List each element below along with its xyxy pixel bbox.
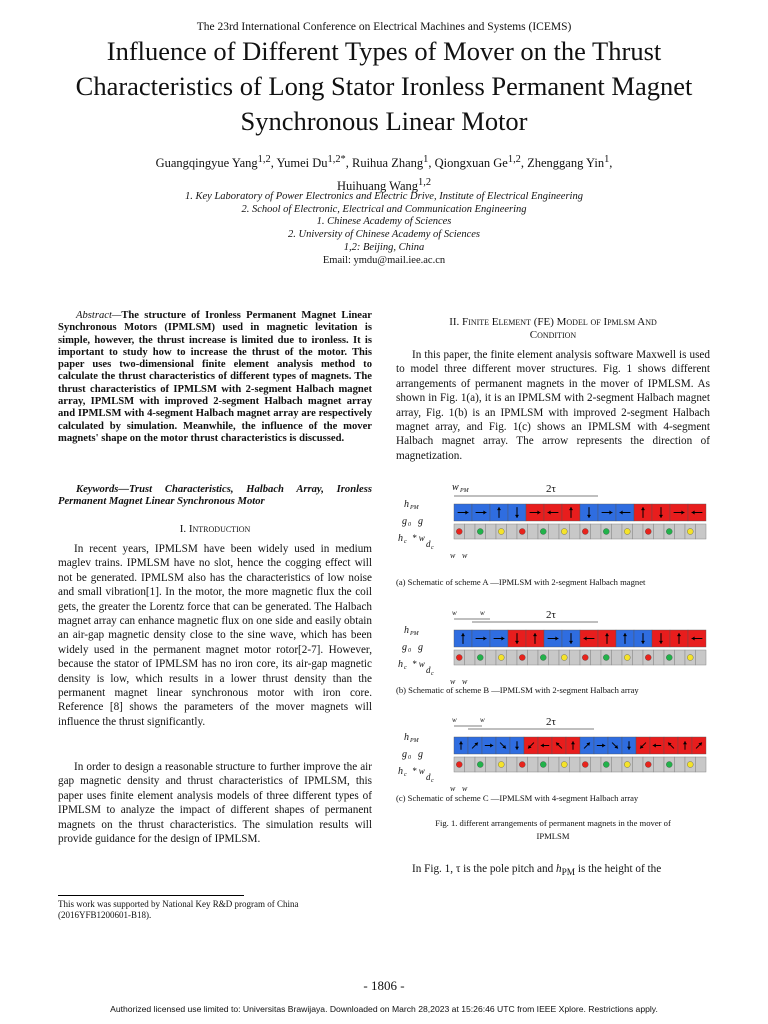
coil-current-dot — [666, 655, 672, 661]
coil-current-dot — [561, 529, 567, 535]
coil-current-dot — [540, 529, 546, 535]
coil-current-dot — [456, 762, 462, 768]
coil-block — [591, 524, 602, 539]
label-wpm2: w — [480, 609, 485, 617]
label-dc: d — [426, 539, 431, 549]
coil-current-dot — [624, 655, 630, 661]
coil-block — [633, 757, 644, 772]
coil-block — [591, 757, 602, 772]
abstract-label: Abstract— — [76, 310, 122, 321]
label-g0: g — [402, 749, 407, 760]
section-1-heading: I. Introduction — [179, 523, 251, 535]
coil-current-dot — [561, 655, 567, 661]
coil-current-dot — [540, 762, 546, 768]
coil-current-dot — [645, 762, 651, 768]
coil-current-dot — [456, 529, 462, 535]
coil-block — [612, 650, 623, 665]
authors-line-2: Huihuang Wang$^{1,2}$ — [336, 177, 432, 194]
label-g0-sub: 0 — [408, 522, 411, 528]
coil-block — [570, 757, 581, 772]
label-hpm: h — [404, 732, 409, 743]
coil-block — [633, 524, 644, 539]
coil-current-dot — [645, 529, 651, 535]
label-g0-sub: 0 — [408, 755, 411, 761]
coil-block — [675, 650, 686, 665]
coil-current-dot — [498, 529, 504, 535]
coil-block — [507, 757, 518, 772]
affiliation-5: 1,2: Beijing, China — [343, 241, 425, 253]
label-2tau: 2τ — [546, 716, 556, 728]
coil-current-dot — [540, 655, 546, 661]
abstract-text: The structure of Ironless Permanent Magnet Linear Synchronous Motors (IPMLSM) used in magnetic levitation is simple, however, the thrust increase is limited due to ironless. It is important to study how to increase the thrust of the motor. This paper uses two-dimensional finite element analysis method to calculate the thrust characteristics of different types of magnets. The thrust characteristics of IPMLSM with 2-segment Halbach magnet array, IPMLSM with improved 2-segment Halbach magnet array and IPMLSM with 4-segment Halbach magnet array are respectively calculated by simulation. Meanwhile, the influence of the mover magnets' shape on the motor thrust characteristics is discussed. — [58, 310, 372, 444]
footnote-divider — [58, 895, 244, 896]
label-wc2: w — [462, 784, 468, 793]
label-2tau: 2τ — [546, 609, 556, 621]
coil-current-dot — [687, 762, 693, 768]
coil-current-dot — [498, 655, 504, 661]
coil-current-dot — [624, 762, 630, 768]
coil-current-dot — [477, 655, 483, 661]
label-wc-inline: * w — [412, 533, 425, 543]
coil-block — [675, 757, 686, 772]
author-list — [60, 150, 708, 196]
intro-paragraph-1: In recent years, IPMLSM have been widely used in medium maglev trains. IPMLSM have no slot, hence the cogging effect will not be generated. IPMLSM also has the characteristics of low noise and small vibration[1]. In the motor, the more magnetic flux the coil gets, the greater the Lorentz force that can be generated. The Halbach magnet array can enhance magnetic flux on one side and easily obtain an air-gap magnetic density close to the sine wave, which has been widely used in the permanent magnet motor rotor[2-7]. However, because the stator of IPMLSM has no iron core, its air-gap magnetic density is low, which results in a lower thrust density than the permanent magnet linear synchronous motor with iron core. Reference [8] shows the parameters of the mover magnets will influence the thrust significantly. — [58, 543, 372, 728]
caption-a: (a) Schematic of scheme A —IPMLSM with 2-segment Halbach magnet — [396, 577, 646, 587]
affiliation-3: 1. Chinese Academy of Sciences — [316, 216, 452, 228]
label-wc2: w — [462, 677, 468, 686]
label-wpm1: w — [452, 716, 457, 724]
coil-current-dot — [519, 762, 525, 768]
coil-current-dot — [687, 529, 693, 535]
figure-panel-b — [398, 609, 706, 686]
coil-block — [486, 650, 497, 665]
figure-1-caption: Fig. 1. different arrangements of permanent magnets in the mover of IPMLSM — [435, 818, 671, 841]
label-2tau: 2τ — [546, 483, 556, 495]
caption-b: (b) Schematic of scheme B —IPMLSM with 2-segment Halbach array — [396, 685, 639, 695]
abstract — [58, 310, 372, 445]
label-hc: h — [398, 533, 403, 544]
label-wc-inline: * w — [412, 659, 425, 669]
label-dc-sub: c — [431, 778, 434, 784]
coil-block — [549, 524, 560, 539]
figure-1-schematics — [396, 480, 710, 840]
coil-block — [465, 757, 476, 772]
label-g: g — [418, 516, 423, 527]
fe-paragraph-1: In this paper, the finite element analysis software Maxwell is used to model three different mover structures. Fig. 1 shows different arrangements of permanent magnets in the mover of IPMLSM. As shown in Fig. 1(a), it is an IPMLSM with 2-segment Halbach magnet array, Fig. 1(b) is an IPMLSM with improved 2-segment Halbach magnet array, and Fig. 1(c) shows an IPMLSM with 4-segment Halbach magnet array. The arrow represents the direction of magnetization. — [396, 349, 710, 462]
coil-block — [465, 524, 476, 539]
coil-block — [696, 650, 707, 665]
affiliation-1: 1. Key Laboratory of Power Electronics and Electric Drive, Institute of Electrical Engineering — [185, 191, 583, 202]
page-number: - 1806 - — [363, 978, 405, 993]
label-hpm-sub: PM — [410, 738, 419, 744]
coil-current-dot — [666, 762, 672, 768]
coil-current-dot — [519, 529, 525, 535]
coil-current-dot — [582, 655, 588, 661]
label-hc-sub: c — [404, 772, 407, 778]
conference-header: The 23rd International Conference on Electrical Machines and Systems (ICEMS) — [196, 21, 572, 33]
label-wpm1: w — [452, 609, 457, 617]
coil-current-dot — [603, 529, 609, 535]
label-wc2: w — [462, 551, 468, 560]
label-dc: d — [426, 665, 431, 675]
coil-current-dot — [477, 529, 483, 535]
coil-block — [549, 650, 560, 665]
coil-current-dot — [645, 655, 651, 661]
coil-block — [570, 650, 581, 665]
coil-block — [465, 650, 476, 665]
intro-paragraph-2: In order to design a reasonable structure to further improve the air gap magnetic density and thrust characteristics of IPMLSM, this paper uses finite element analysis models of three different types of IPMLSM to analyze the impact of different shapes of permanent magnets on the thrust characteristics. The simulation results will provide guidance for the design of IPMLSM. — [58, 761, 372, 846]
coil-block — [549, 757, 560, 772]
label-wc: w — [450, 551, 456, 560]
label-g: g — [418, 642, 423, 653]
coil-block — [528, 524, 539, 539]
section-2-heading: II. Finite Element (FE) Model of Ipmlsm And Condition — [449, 316, 657, 341]
caption-c: (c) Schematic of scheme C —IPMLSM with 4-segment Halbach array — [396, 793, 639, 803]
label-hpm: h — [404, 499, 409, 510]
label-wpm: w — [452, 482, 459, 493]
label-dc-sub: c — [431, 545, 434, 551]
label-hc-sub: c — [404, 665, 407, 671]
coil-block — [570, 524, 581, 539]
coil-current-dot — [582, 529, 588, 535]
label-hc-sub: c — [404, 539, 407, 545]
affiliations — [60, 191, 708, 255]
label-g0-sub: 0 — [408, 648, 411, 654]
coil-current-dot — [687, 655, 693, 661]
coil-block — [633, 650, 644, 665]
coil-block — [486, 757, 497, 772]
affiliation-4: 2. University of Chinese Academy of Sciences — [288, 229, 480, 241]
label-wc: w — [450, 677, 456, 686]
coil-current-dot — [498, 762, 504, 768]
coil-current-dot — [477, 762, 483, 768]
fe-paragraph-2: In Fig. 1, τ is the pole pitch and $h_{PM}$ is the height of the — [412, 863, 662, 879]
coil-block — [675, 524, 686, 539]
coil-block — [528, 757, 539, 772]
coil-current-dot — [666, 529, 672, 535]
label-wc: w — [450, 784, 456, 793]
coil-block — [654, 524, 665, 539]
coil-current-dot — [519, 655, 525, 661]
label-g: g — [418, 749, 423, 760]
label-hpm-sub: PM — [410, 631, 419, 637]
author-email: Email: ymdu@mail.iee.ac.cn — [322, 255, 446, 266]
label-hc: h — [398, 766, 403, 777]
coil-current-dot — [624, 529, 630, 535]
label-dc-sub: c — [431, 671, 434, 677]
coil-current-dot — [603, 655, 609, 661]
label-g0: g — [402, 516, 407, 527]
label-hpm-sub: PM — [410, 505, 419, 511]
keywords: Keywords—Trust Characteristics, Halbach Array, Ironless Permanent Magnet Linear Synchronous Motor — [58, 484, 372, 508]
label-wpm2: w — [480, 716, 485, 724]
coil-block — [654, 757, 665, 772]
coil-block — [696, 524, 707, 539]
label-g0: g — [402, 642, 407, 653]
coil-block — [507, 650, 518, 665]
coil-block — [528, 650, 539, 665]
coil-block — [591, 650, 602, 665]
coil-block — [612, 524, 623, 539]
label-dc: d — [426, 772, 431, 782]
coil-block — [486, 524, 497, 539]
figure-panel-c — [398, 716, 706, 793]
affiliation-2: 2. School of Electronic, Electrical and Communication Engineering — [241, 203, 527, 215]
label-wc-inline: * w — [412, 766, 425, 776]
coil-block — [654, 650, 665, 665]
label-hc: h — [398, 659, 403, 670]
authors-line-1: Guangqingyue Yang$^{1,2}$, Yumei $Du^{1,2*}$, Ruihua Zhang$^1$, Qiongxuan Ge$^{1,2}$, Zhenggang Yin$^1$, — [155, 154, 613, 171]
coil-block — [612, 757, 623, 772]
coil-current-dot — [603, 762, 609, 768]
coil-current-dot — [456, 655, 462, 661]
coil-current-dot — [561, 762, 567, 768]
footnote: This work was supported by National Key R&D program of China (2016YFB1200601-B18). — [58, 899, 299, 920]
label-hpm: h — [404, 625, 409, 636]
coil-block — [507, 524, 518, 539]
coil-current-dot — [582, 762, 588, 768]
coil-block — [696, 757, 707, 772]
paper-title: Influence of Different Types of Mover on the Thrust Characteristics of Long Stator Ironless Permanent Magnet Synchronous Linear Motor — [75, 36, 693, 136]
license-notice: Authorized licensed use limited to: Universitas Brawijaya. Downloaded on March 28,2023 at 15:26:46 UTC from IEEE Xplore. Restrictions apply. — [110, 1004, 658, 1014]
label-wpm-sub: PM — [460, 488, 469, 494]
figure-panel-a — [398, 482, 706, 560]
